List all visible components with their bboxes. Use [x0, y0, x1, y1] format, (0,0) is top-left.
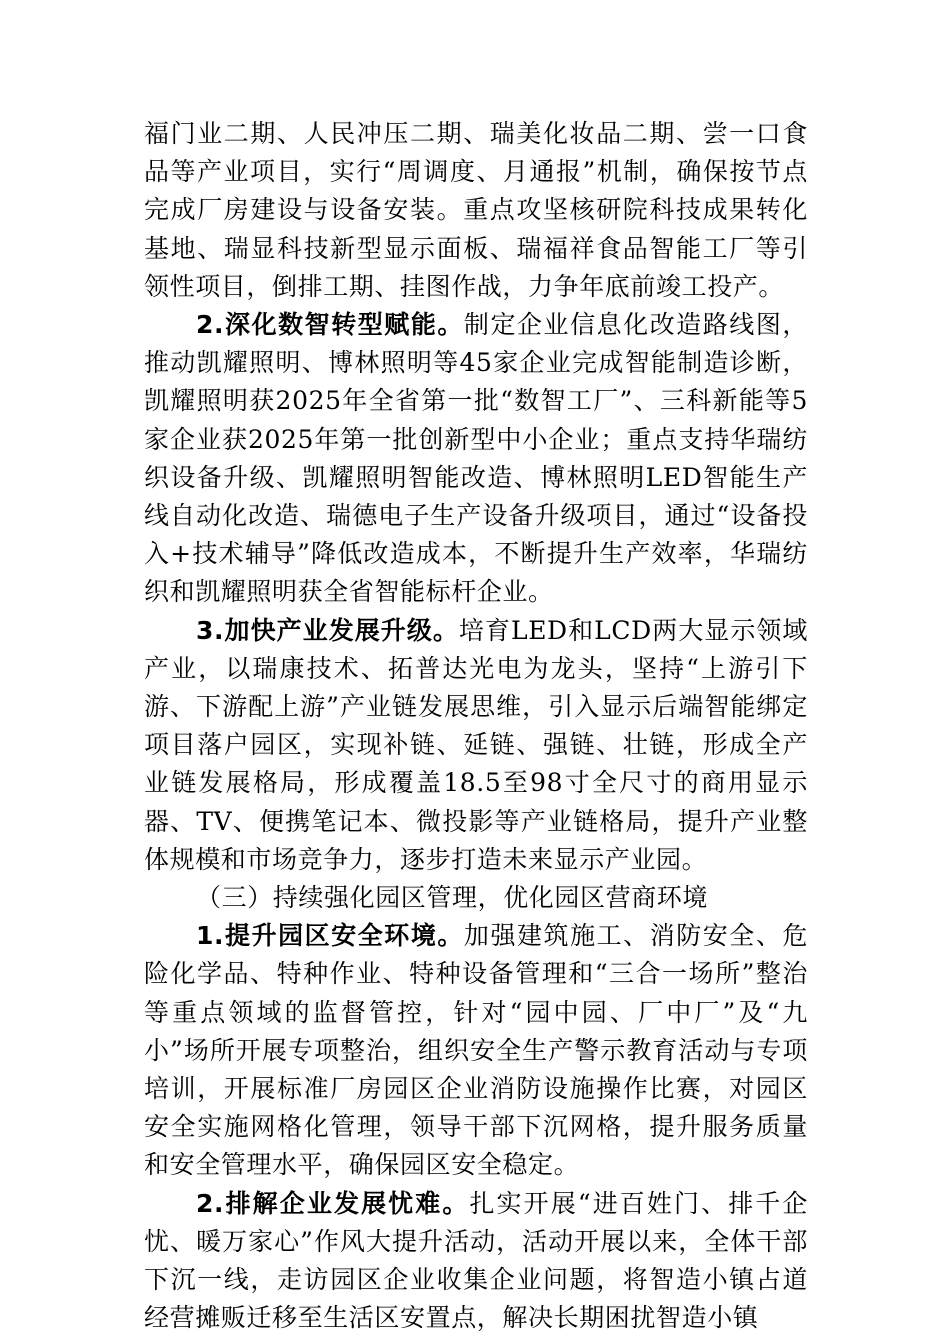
paragraph-3 [144, 612, 808, 879]
paragraph-5 [144, 1185, 808, 1338]
document-page [144, 115, 808, 1338]
paragraph-2-heading: 2.深化数智转型赋能。 [196, 310, 464, 340]
section-heading [144, 879, 808, 917]
paragraph-4-text: 加强建筑施工、消防安全、危险化学品、特种作业、特种设备管理和“三合一场所”整治等重点领域的监督管控，针对“园中园、厂中厂”及“九小”场所开展专项整治，组织安全生产警示教育活动与专项培训，开展标准厂房园区企业消防设施操作比赛，对园区安全实施网格化管理，领导干部下沉网格，提升服务质量和安全管理水平，确保园区安全稳定。 [144, 921, 808, 1180]
paragraph-4-heading: 1.提升园区安全环境。 [196, 921, 464, 951]
paragraph-5-text: 扎实开展“进百姓门、排千企忧、暖万家心”作风大提升活动，活动开展以来，全体干部下沉一线，走访园区企业收集企业问题，将智造小镇占道经营摊贩迁移至生活区安置点，解决长期困扰智造小镇 [144, 1188, 808, 1333]
paragraph-3-text: 培育LED和LCD两大显示领域产业，以瑞康技术、拓普达光电为龙头，坚持“上游引下游、下游配上游”产业链发展思维，引入显示后端智能绑定项目落户园区，实现补链、延链、强链、壮链，形成全产业链发展格局，形成覆盖18.5至98寸全尺寸的商用显示器、TV、便携笔记本、微投影等产业链格局，提升产业整体规模和市场竞争力，逐步打造未来显示产业园。 [144, 615, 809, 874]
paragraph-1-text: 福门业二期、人民冲压二期、瑞美化妆品二期、尝一口食品等产业项目，实行“周调度、月通报”机制，确保按节点完成厂房建设与设备安装。重点攻坚核研院科技成果转化基地、瑞显科技新型显示面板、瑞福祥食品智能工厂等引领性项目，倒排工期、挂图作战，力争年底前竣工投产。 [144, 119, 808, 301]
section-heading-text: （三）持续强化园区管理，优化园区营商环境 [196, 883, 709, 913]
paragraph-2 [144, 306, 808, 612]
paragraph-1 [144, 115, 808, 306]
paragraph-3-heading: 3.加快产业发展升级。 [196, 615, 459, 645]
paragraph-4 [144, 917, 808, 1184]
paragraph-2-text: 制定企业信息化改造路线图，推动凯耀照明、博林照明等45家企业完成智能制造诊断，凯耀照明获2025年全省第一批“数智工厂”、三科新能等5家企业获2025年第一批创新型中小企业；重点支持华瑞纺织设备升级、凯耀照明智能改造、博林照明LED智能生产线自动化改造、瑞德电子生产设备升级项目，通过“设备投入+技术辅导”降低改造成本，不断提升生产效率，华瑞纺织和凯耀照明获全省智能标杆企业。 [144, 310, 808, 607]
paragraph-5-heading: 2.排解企业发展忧难。 [196, 1188, 470, 1218]
